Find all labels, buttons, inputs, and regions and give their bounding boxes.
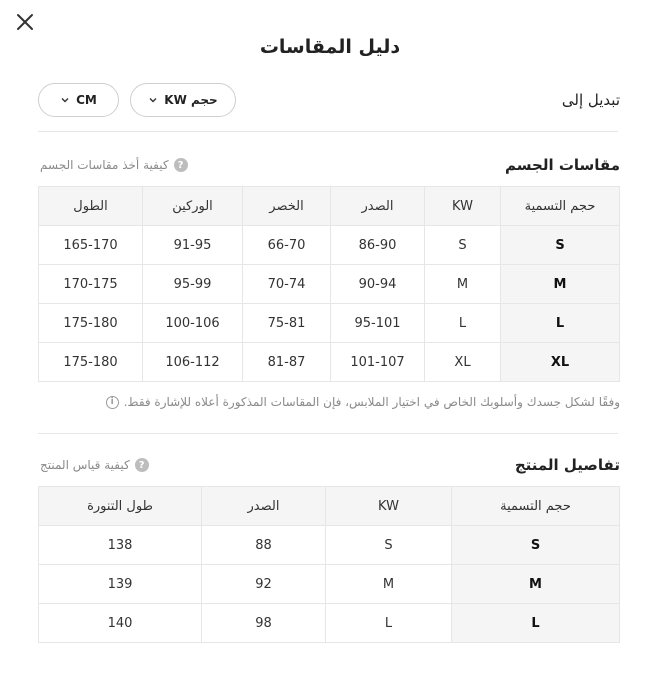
product-measure-help-link[interactable] bbox=[40, 458, 149, 472]
table-cell: 91-95 bbox=[143, 226, 243, 265]
size-label-cell: M bbox=[501, 265, 620, 304]
question-icon: ? bbox=[135, 458, 149, 472]
table-row bbox=[39, 343, 620, 382]
product-measure-help-text: كيفية قياس المنتج bbox=[40, 458, 130, 472]
table-cell: 86-90 bbox=[331, 226, 425, 265]
column-header: طول التنورة bbox=[39, 487, 202, 526]
table-cell: 170-175 bbox=[39, 265, 143, 304]
table-row bbox=[39, 226, 620, 265]
table-cell: M bbox=[425, 265, 501, 304]
table-row bbox=[39, 304, 620, 343]
table-cell: L bbox=[425, 304, 501, 343]
divider bbox=[38, 131, 618, 132]
table-cell: 101-107 bbox=[331, 343, 425, 382]
size-label-cell: XL bbox=[501, 343, 620, 382]
modal-title: دليل المقاسات bbox=[259, 36, 401, 58]
body-measure-help-link[interactable] bbox=[40, 158, 188, 172]
table-row bbox=[39, 265, 620, 304]
table-cell: 139 bbox=[39, 565, 202, 604]
table-cell: S bbox=[326, 526, 452, 565]
product-details-table bbox=[38, 486, 620, 643]
table-header-row bbox=[39, 187, 620, 226]
table-cell: 92 bbox=[202, 565, 326, 604]
convert-label: تبديل إلى bbox=[561, 91, 620, 109]
kw-size-dropdown[interactable] bbox=[130, 83, 236, 117]
column-header: الصدر bbox=[202, 487, 326, 526]
table-row bbox=[39, 604, 620, 643]
table-header-row bbox=[39, 487, 620, 526]
column-header: الطول bbox=[39, 187, 143, 226]
cm-unit-label: CM bbox=[76, 93, 97, 107]
table-cell: 98 bbox=[202, 604, 326, 643]
table-cell: 175-180 bbox=[39, 304, 143, 343]
table-cell: 70-74 bbox=[243, 265, 331, 304]
size-label-cell: L bbox=[452, 604, 620, 643]
size-label-cell: L bbox=[501, 304, 620, 343]
table-cell: S bbox=[425, 226, 501, 265]
reference-note-text: وفقًا لشكل جسدك وأسلوبك الخاص في اختيار الملابس، فإن المقاسات المذكورة أعلاه للإشارة فقط. bbox=[123, 395, 620, 409]
table-cell: 81-87 bbox=[243, 343, 331, 382]
table-row bbox=[39, 565, 620, 604]
body-sizes-title: مقاسات الجسم bbox=[504, 156, 620, 174]
info-icon: i bbox=[106, 396, 119, 409]
close-icon bbox=[12, 9, 38, 35]
table-cell: 90-94 bbox=[331, 265, 425, 304]
table-cell: L bbox=[326, 604, 452, 643]
column-header: الصدر bbox=[331, 187, 425, 226]
column-header: حجم التسمية bbox=[452, 487, 620, 526]
table-cell: 66-70 bbox=[243, 226, 331, 265]
divider bbox=[38, 433, 618, 434]
column-header: KW bbox=[326, 487, 452, 526]
size-label-cell: S bbox=[501, 226, 620, 265]
column-header: الخصر bbox=[243, 187, 331, 226]
chevron-down-icon bbox=[60, 95, 70, 105]
size-label-cell: M bbox=[452, 565, 620, 604]
table-cell: 138 bbox=[39, 526, 202, 565]
table-cell: 100-106 bbox=[143, 304, 243, 343]
product-details-title: تفاصيل المنتج bbox=[514, 456, 620, 474]
table-cell: 106-112 bbox=[143, 343, 243, 382]
size-label-cell: S bbox=[452, 526, 620, 565]
chevron-down-icon bbox=[148, 95, 158, 105]
kw-size-label: KW حجم bbox=[164, 93, 218, 107]
column-header: KW bbox=[425, 187, 501, 226]
close-button[interactable] bbox=[12, 9, 38, 35]
table-cell: 95-99 bbox=[143, 265, 243, 304]
table-cell: 75-81 bbox=[243, 304, 331, 343]
column-header: حجم التسمية bbox=[501, 187, 620, 226]
body-sizes-table bbox=[38, 186, 620, 382]
table-cell: 140 bbox=[39, 604, 202, 643]
table-cell: 175-180 bbox=[39, 343, 143, 382]
reference-note bbox=[88, 395, 620, 409]
table-cell: XL bbox=[425, 343, 501, 382]
cm-unit-dropdown[interactable] bbox=[38, 83, 119, 117]
table-row bbox=[39, 526, 620, 565]
table-cell: 165-170 bbox=[39, 226, 143, 265]
table-cell: M bbox=[326, 565, 452, 604]
question-icon: ? bbox=[174, 158, 188, 172]
table-cell: 95-101 bbox=[331, 304, 425, 343]
body-measure-help-text: كيفية أخذ مقاسات الجسم bbox=[40, 158, 169, 172]
table-cell: 88 bbox=[202, 526, 326, 565]
column-header: الوركين bbox=[143, 187, 243, 226]
